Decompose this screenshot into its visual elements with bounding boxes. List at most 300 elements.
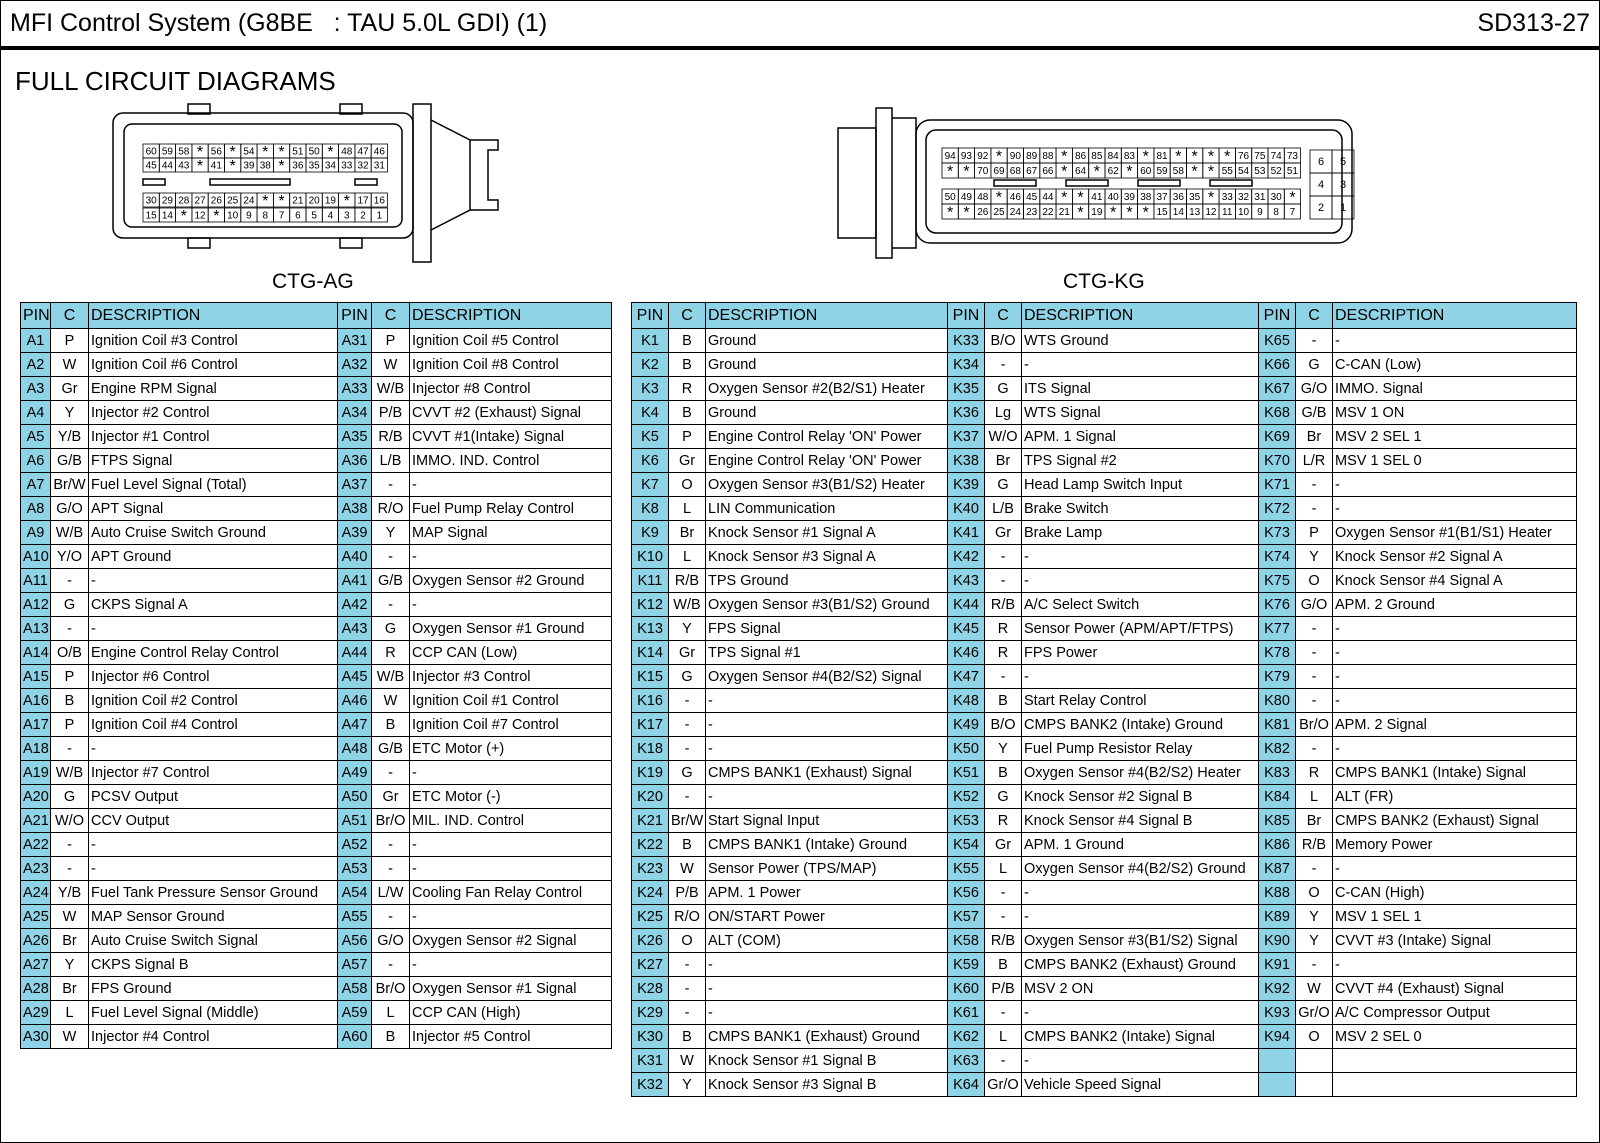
wire-color: Y (372, 521, 410, 545)
pin-cell-label: 51 (292, 146, 304, 158)
pin-description: CVVT #2 (Exhaust) Signal (410, 401, 612, 425)
pin-number: K53 (948, 809, 985, 833)
pin-description: Knock Sensor #4 Signal A (1333, 569, 1577, 593)
pin-cell-label: 46 (1009, 192, 1021, 203)
wire-color (1296, 1073, 1333, 1097)
wire-color: - (372, 857, 410, 881)
column-header-c: C (985, 303, 1022, 329)
wire-color: R/B (669, 569, 706, 593)
table-row (1259, 881, 1577, 905)
pin-number: A51 (338, 809, 372, 833)
pin-cell-label: 76 (1237, 151, 1250, 162)
connector-kg-label: CTG-KG (1063, 270, 1145, 293)
wire-color: Br/O (1296, 713, 1333, 737)
pin-description: Head Lamp Switch Input (1022, 473, 1260, 497)
wire-color: - (985, 569, 1022, 593)
table-row (21, 569, 339, 593)
pin-number: K51 (948, 761, 985, 785)
wire-color: W (372, 689, 410, 713)
pin-cell-label: 43 (178, 160, 190, 172)
pin-number: K61 (948, 1001, 985, 1025)
pin-cell-label: 16 (373, 195, 385, 207)
table-row (1259, 689, 1577, 713)
pin-description: - (1022, 353, 1260, 377)
pin-cell-label: 19 (324, 195, 337, 207)
pin-number: K9 (632, 521, 669, 545)
pin-number: K40 (948, 497, 985, 521)
pin-number: K64 (948, 1073, 985, 1097)
pin-cell-label: 10 (227, 210, 239, 222)
table-row (338, 617, 612, 641)
pin-description: TPS Signal #1 (706, 641, 949, 665)
pin-cell-label: 14 (161, 210, 174, 222)
pin-number: A25 (21, 905, 51, 929)
wire-color: - (1296, 617, 1333, 641)
table-row (21, 857, 339, 881)
pin-description: Ignition Coil #7 Control (410, 713, 612, 737)
pin-cell-label: * (1077, 189, 1084, 207)
pin-description: MSV 1 ON (1333, 401, 1577, 425)
pin-description: Knock Sensor #1 Signal B (706, 1049, 949, 1073)
pin-description: - (706, 953, 949, 977)
wire-color: - (669, 953, 706, 977)
wire-color: - (51, 737, 89, 761)
pin-number: A41 (338, 569, 372, 593)
pin-description: - (410, 593, 612, 617)
table-row (1259, 353, 1577, 377)
pin-description: - (1333, 665, 1577, 689)
table-row (948, 929, 1260, 953)
pin-number: K11 (632, 569, 669, 593)
wire-color: P (51, 665, 89, 689)
pin-cell-label: 30 (145, 195, 157, 207)
table-row (948, 497, 1260, 521)
pin-description: CVVT #3 (Intake) Signal (1333, 929, 1577, 953)
column-header-pin: PIN (21, 303, 51, 329)
pin-cell-label: 44 (161, 160, 174, 172)
pin-description: - (1333, 641, 1577, 665)
table-row (338, 809, 612, 833)
table-row (948, 881, 1260, 905)
wire-color: G/O (1296, 377, 1333, 401)
pin-cell-label: * (278, 158, 285, 175)
pin-number: A19 (21, 761, 51, 785)
wire-color: R/B (372, 425, 410, 449)
pin-table-a31-a60 (337, 302, 612, 1049)
table-row (1259, 593, 1577, 617)
pin-cell-label: * (327, 144, 334, 161)
column-header-pin: PIN (632, 303, 669, 329)
table-row (1259, 785, 1577, 809)
pin-number: K73 (1259, 521, 1296, 545)
table-row (1259, 1025, 1577, 1049)
pin-cell-label: 83 (1123, 151, 1136, 162)
column-header-pin: PIN (338, 303, 372, 329)
table-row (1259, 929, 1577, 953)
table-row (632, 1073, 949, 1097)
pin-number: K35 (948, 377, 985, 401)
table-row (632, 857, 949, 881)
pin-number: A54 (338, 881, 372, 905)
table-row (1259, 1001, 1577, 1025)
table-row (632, 833, 949, 857)
connector-drawings (0, 0, 1600, 300)
pin-number: K21 (632, 809, 669, 833)
pin-number: K5 (632, 425, 669, 449)
pin-number: K69 (1259, 425, 1296, 449)
wire-color: - (51, 617, 89, 641)
pin-number: A47 (338, 713, 372, 737)
pin-description: Oxygen Sensor #1 Ground (410, 617, 612, 641)
pin-number: K93 (1259, 1001, 1296, 1025)
pin-number: K47 (948, 665, 985, 689)
pin-description (1333, 1049, 1577, 1073)
wire-color: Y (669, 1073, 706, 1097)
pin-description: CMPS BANK1 (Exhaust) Ground (706, 1025, 949, 1049)
pin-cell-label: 31 (1254, 192, 1266, 203)
table-row (21, 377, 339, 401)
pin-number: A8 (21, 497, 51, 521)
pin-number: K27 (632, 953, 669, 977)
wire-color: - (372, 545, 410, 569)
pin-description: CMPS BANK1 (Exhaust) Signal (706, 761, 949, 785)
wire-color: - (1296, 857, 1333, 881)
pin-description: - (1333, 857, 1577, 881)
wire-color: L (51, 1001, 89, 1025)
pin-cell-label: 49 (960, 192, 973, 203)
pin-number: K76 (1259, 593, 1296, 617)
wire-color: - (985, 881, 1022, 905)
pin-number: K26 (632, 929, 669, 953)
pin-description: APM. 1 Ground (1022, 833, 1260, 857)
pin-description: MSV 2 ON (1022, 977, 1260, 1001)
wire-color: G/O (51, 497, 89, 521)
wire-color: G/B (1296, 401, 1333, 425)
wire-color: Br/W (51, 473, 89, 497)
table-row (21, 1001, 339, 1025)
wire-color: - (1296, 329, 1333, 353)
pin-description: - (1333, 689, 1577, 713)
pin-number: K88 (1259, 881, 1296, 905)
table-row (948, 761, 1260, 785)
table-row (948, 641, 1260, 665)
pin-table-a1-a30 (20, 302, 339, 1049)
wire-color: Y (669, 617, 706, 641)
column-header-pin: PIN (948, 303, 985, 329)
pin-number: K4 (632, 401, 669, 425)
pin-number: A36 (338, 449, 372, 473)
pin-number: K19 (632, 761, 669, 785)
wire-color: - (669, 713, 706, 737)
pin-cell-label: 27 (194, 195, 206, 207)
pin-description: TPS Ground (706, 569, 949, 593)
wire-color: L (985, 1025, 1022, 1049)
wire-color: L/B (985, 497, 1022, 521)
pin-cell-label: 26 (977, 207, 989, 218)
table-row (948, 617, 1260, 641)
pin-description: FPS Ground (89, 977, 339, 1001)
wire-color: G (985, 473, 1022, 497)
wire-color: W/B (372, 665, 410, 689)
pin-description: - (1022, 569, 1260, 593)
pin-cell-label: * (1207, 163, 1215, 181)
table-row (338, 953, 612, 977)
table-row (21, 617, 339, 641)
table-row (21, 401, 339, 425)
pin-cell-label: * (1191, 148, 1198, 166)
pin-description: - (1022, 905, 1260, 929)
table-row (948, 977, 1260, 1001)
pin-description: A/C Select Switch (1022, 593, 1260, 617)
table-row (948, 401, 1260, 425)
pin-description: CMPS BANK2 (Intake) Signal (1022, 1025, 1260, 1049)
wire-color: P (372, 329, 410, 353)
pin-cell-label: 54 (243, 146, 255, 158)
pin-description: Auto Cruise Switch Signal (89, 929, 339, 953)
pin-number: A11 (21, 569, 51, 593)
pin-description: Memory Power (1333, 833, 1577, 857)
pin-number: A7 (21, 473, 51, 497)
pin-number: A14 (21, 641, 51, 665)
table-row (632, 401, 949, 425)
pin-description: - (1022, 881, 1260, 905)
pin-number: K83 (1259, 761, 1296, 785)
pin-cell-label: 3 (1339, 179, 1347, 191)
pin-number: A33 (338, 377, 372, 401)
pin-description: FTPS Signal (89, 449, 339, 473)
table-row (632, 377, 949, 401)
pin-number: K58 (948, 929, 985, 953)
pin-number: A53 (338, 857, 372, 881)
table-row (1259, 665, 1577, 689)
pin-cell-label: * (343, 193, 350, 210)
pin-description: C-CAN (High) (1333, 881, 1577, 905)
wire-color: B/O (985, 329, 1022, 353)
wire-color: G/O (1296, 593, 1333, 617)
pin-table-k33-k64 (947, 302, 1260, 1097)
pin-number: K63 (948, 1049, 985, 1073)
pin-description: PCSV Output (89, 785, 339, 809)
pin-cell-label: 33 (341, 160, 353, 172)
pin-description: CVVT #1(Intake) Signal (410, 425, 612, 449)
table-row (338, 689, 612, 713)
wire-color: G/B (372, 737, 410, 761)
wire-color: B (985, 761, 1022, 785)
table-row (338, 1025, 612, 1049)
pin-cell-label: 19 (1091, 207, 1103, 218)
wire-color: B (669, 353, 706, 377)
wire-color: R/B (985, 929, 1022, 953)
pin-description: Ignition Coil #6 Control (89, 353, 339, 377)
table-row (21, 833, 339, 857)
table-row (1259, 713, 1577, 737)
pin-number: A34 (338, 401, 372, 425)
pin-cell-label: 37 (1156, 192, 1168, 203)
wire-color: W/O (985, 425, 1022, 449)
pin-cell-label: 74 (1270, 151, 1282, 162)
pin-description: - (1333, 473, 1577, 497)
table-row (948, 425, 1260, 449)
pin-cell-label: * (947, 163, 954, 181)
pin-number: A20 (21, 785, 51, 809)
pin-number: K24 (632, 881, 669, 905)
pin-number: K66 (1259, 353, 1296, 377)
column-header-desc: DESCRIPTION (1022, 303, 1260, 329)
pin-description: Ignition Coil #5 Control (410, 329, 612, 353)
wire-color: Y/B (51, 881, 89, 905)
pin-cell-label: 22 (1042, 207, 1054, 218)
pin-cell-label: * (1142, 204, 1149, 222)
wire-color: - (1296, 497, 1333, 521)
pin-number: A15 (21, 665, 51, 689)
pin-cell-label: 38 (259, 160, 271, 172)
table-row (338, 425, 612, 449)
pin-description: Injector #5 Control (410, 1025, 612, 1049)
table-row (21, 1025, 339, 1049)
table-row (1259, 473, 1577, 497)
pin-description: - (1333, 953, 1577, 977)
pin-description: CVVT #4 (Exhaust) Signal (1333, 977, 1577, 1001)
table-row (948, 449, 1260, 473)
column-header-c: C (51, 303, 89, 329)
pin-description: - (89, 569, 339, 593)
pin-description: - (1022, 665, 1260, 689)
wire-color: Gr (669, 449, 706, 473)
table-row (1259, 809, 1577, 833)
pin-number: K57 (948, 905, 985, 929)
pin-description: Oxygen Sensor #1 Signal (410, 977, 612, 1001)
pin-cell-label: 41 (210, 160, 222, 172)
table-row (948, 329, 1260, 353)
wire-color: Br/O (372, 809, 410, 833)
pin-number: A50 (338, 785, 372, 809)
pin-number: A48 (338, 737, 372, 761)
wire-color: L/R (1296, 449, 1333, 473)
wire-color: L/B (372, 449, 410, 473)
table-row (948, 713, 1260, 737)
pin-cell-label: * (213, 208, 220, 225)
pin-description: CCP CAN (Low) (410, 641, 612, 665)
pin-cell-label: 40 (1107, 192, 1119, 203)
table-row (1259, 857, 1577, 881)
pin-number: A56 (338, 929, 372, 953)
table-row (21, 473, 339, 497)
pin-cell-label: 93 (960, 151, 973, 162)
table-row (338, 929, 612, 953)
pin-number: A30 (21, 1025, 51, 1049)
pin-number: K38 (948, 449, 985, 473)
pin-cell-label: 15 (145, 210, 157, 222)
pin-number: K8 (632, 497, 669, 521)
pin-cell-label: 75 (1254, 151, 1266, 162)
wire-color: W/B (669, 593, 706, 617)
pin-number: K67 (1259, 377, 1296, 401)
pin-description: - (706, 689, 949, 713)
table-row (338, 449, 612, 473)
pin-cell-label: 20 (308, 195, 320, 207)
document-code: SD313-27 (1477, 9, 1590, 37)
wire-color: Br/W (669, 809, 706, 833)
pin-number (1259, 1049, 1296, 1073)
column-header-desc: DESCRIPTION (410, 303, 612, 329)
wire-color: - (51, 833, 89, 857)
pin-cell-label: 11 (1222, 207, 1233, 218)
pin-description: APT Signal (89, 497, 339, 521)
table-row (948, 665, 1260, 689)
pin-description: ALT (COM) (706, 929, 949, 953)
pin-cell-label: * (963, 163, 970, 181)
table-row (21, 905, 339, 929)
pin-cell-label: 86 (1074, 151, 1087, 162)
wire-color: Gr (985, 833, 1022, 857)
pin-description: Ground (706, 329, 949, 353)
pin-description: Injector #1 Control (89, 425, 339, 449)
pin-cell-label: * (196, 158, 204, 175)
pin-cell-label: * (1126, 204, 1133, 222)
wire-color: - (1296, 737, 1333, 761)
table-row (21, 665, 339, 689)
pin-cell-label: 88 (1042, 151, 1054, 162)
pin-number: A5 (21, 425, 51, 449)
pin-description: CKPS Signal B (89, 953, 339, 977)
pin-number: A2 (21, 353, 51, 377)
wire-color: - (985, 1001, 1022, 1025)
wire-color: R (669, 377, 706, 401)
table-row (21, 977, 339, 1001)
table-row (632, 1049, 949, 1073)
pin-number: A23 (21, 857, 51, 881)
pin-cell-label: * (1289, 189, 1296, 207)
table-row (632, 785, 949, 809)
pin-cell-label: 3 (343, 210, 350, 222)
pin-description: - (410, 857, 612, 881)
column-header-desc: DESCRIPTION (1333, 303, 1577, 329)
pin-cell-label: 64 (1074, 166, 1087, 177)
pin-cell-label: 45 (1026, 192, 1038, 203)
column-header-desc: DESCRIPTION (89, 303, 339, 329)
wire-color: B (985, 953, 1022, 977)
pin-cell-label: 29 (161, 195, 174, 207)
table-row (632, 593, 949, 617)
pin-number: K6 (632, 449, 669, 473)
wire-color: G (51, 593, 89, 617)
wire-color: O (1296, 1025, 1333, 1049)
pin-description: MIL. IND. Control (410, 809, 612, 833)
table-row (21, 449, 339, 473)
pin-cell-label: 12 (1205, 207, 1217, 218)
pin-cell-label: * (1061, 189, 1068, 207)
table-row (21, 353, 339, 377)
table-row (338, 881, 612, 905)
pin-description: Injector #6 Control (89, 665, 339, 689)
pin-description: - (1022, 1001, 1260, 1025)
pin-cell-label: * (1077, 204, 1084, 222)
table-row (948, 953, 1260, 977)
table-row (338, 1001, 612, 1025)
table-row (21, 545, 339, 569)
table-row (948, 473, 1260, 497)
pin-description: Oxygen Sensor #4(B2/S2) Signal (706, 665, 949, 689)
pin-number: K33 (948, 329, 985, 353)
pin-description: - (89, 857, 339, 881)
pin-description: ON/START Power (706, 905, 949, 929)
pin-number: K34 (948, 353, 985, 377)
pin-cell-label: 39 (1123, 192, 1136, 203)
wire-color: Y (1296, 905, 1333, 929)
pin-cell-label: * (262, 193, 269, 210)
pin-description: Cooling Fan Relay Control (410, 881, 612, 905)
pin-description: - (89, 737, 339, 761)
